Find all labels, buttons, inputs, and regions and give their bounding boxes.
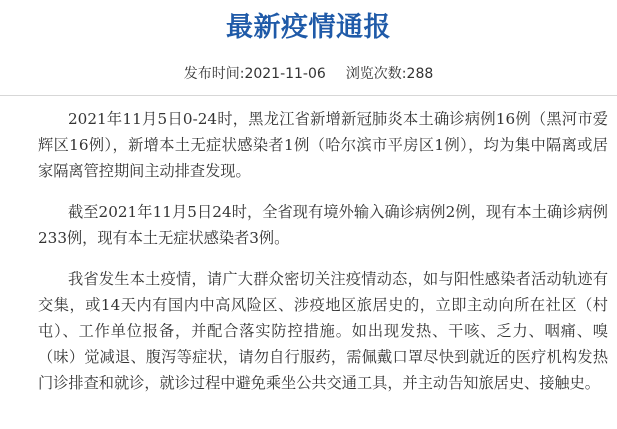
views-count: 288 — [406, 66, 434, 82]
header-divider — [0, 95, 617, 96]
paragraph-new-cases: 2021年11月5日0-24时，黑龙江省新增新冠肺炎本土确诊病例16例（黑河市爱辉区16例），新增本土无症状感染者1例（哈尔滨市平房区1例），均为集中隔离或居家隔离管控期间主动排查发现。 — [38, 110, 608, 180]
article-header — [0, 0, 617, 93]
publish-time-label: 发布时间: — [183, 66, 245, 82]
article-meta — [0, 64, 617, 84]
paragraph-current-cases: 截至2021年11月5日24时，全省现有境外输入确诊病例2例，现有本土确诊病例233例，现有本土无症状感染者3例。 — [38, 203, 608, 247]
paragraph-public-advisory: 我省发生本土疫情，请广大群众密切关注疫情动态，如与阳性感染者活动轨迹有交集，或14天内有国内中高风险区、涉疫地区旅居史的，立即主动向所在社区（村屯）、工作单位报备，并配合落实防控措施。如出现发热、干咳、乏力、咽痛、嗅（味）觉减退、腹泻等症状，请勿自行服药，需佩戴口罩尽快到就近的医疗机构发热门诊排查和就诊，就诊过程中避免乘坐公共交通工具，并主动告知旅居史、接触史。 — [38, 270, 608, 392]
views-label: 浏览次数: — [345, 66, 407, 82]
publish-date: 2021-11-06 — [244, 66, 326, 82]
article-title: 最新疫情通报 — [226, 12, 391, 43]
article-body — [38, 106, 608, 396]
